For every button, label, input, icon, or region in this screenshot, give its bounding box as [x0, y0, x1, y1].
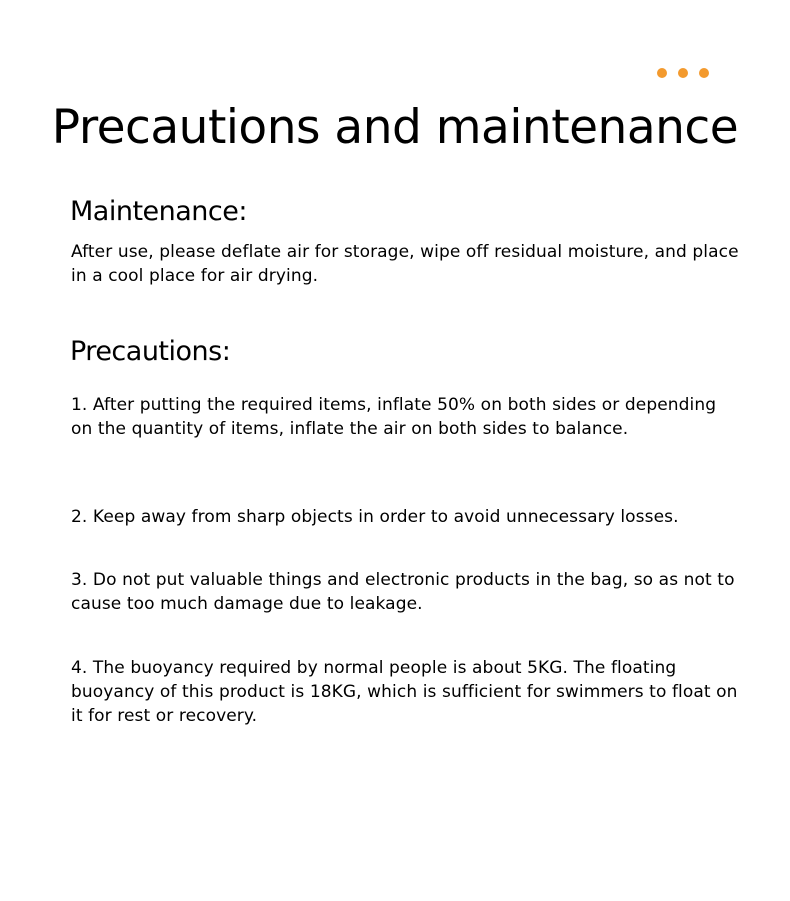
- more-dots-icon: [657, 68, 709, 78]
- page-title: Precautions and maintenance: [51, 100, 739, 155]
- dot: [678, 68, 688, 78]
- maintenance-heading: Maintenance:: [70, 196, 247, 227]
- precaution-item-3: 3. Do not put valuable things and electronic products in the bag, so as not to cause too much damage due to leakage.: [71, 570, 735, 614]
- precaution-item-4: 4. The buoyancy required by normal people is about 5KG. The floating buoyancy of this product is 18KG, which is sufficient for swimmers to float on it for rest or recovery.: [71, 658, 738, 726]
- precaution-item-2: 2. Keep away from sharp objects in order to avoid unnecessary losses.: [71, 507, 679, 527]
- precaution-item-1: 1. After putting the required items, inflate 50% on both sides or depending on the quantity of items, inflate the air on both sides to balance.: [71, 395, 717, 439]
- dot: [657, 68, 667, 78]
- dot: [699, 68, 709, 78]
- precautions-heading: Precautions:: [70, 336, 231, 367]
- maintenance-text: After use, please deflate air for storage, wipe off residual moisture, and place in a cool place for air drying.: [71, 242, 739, 286]
